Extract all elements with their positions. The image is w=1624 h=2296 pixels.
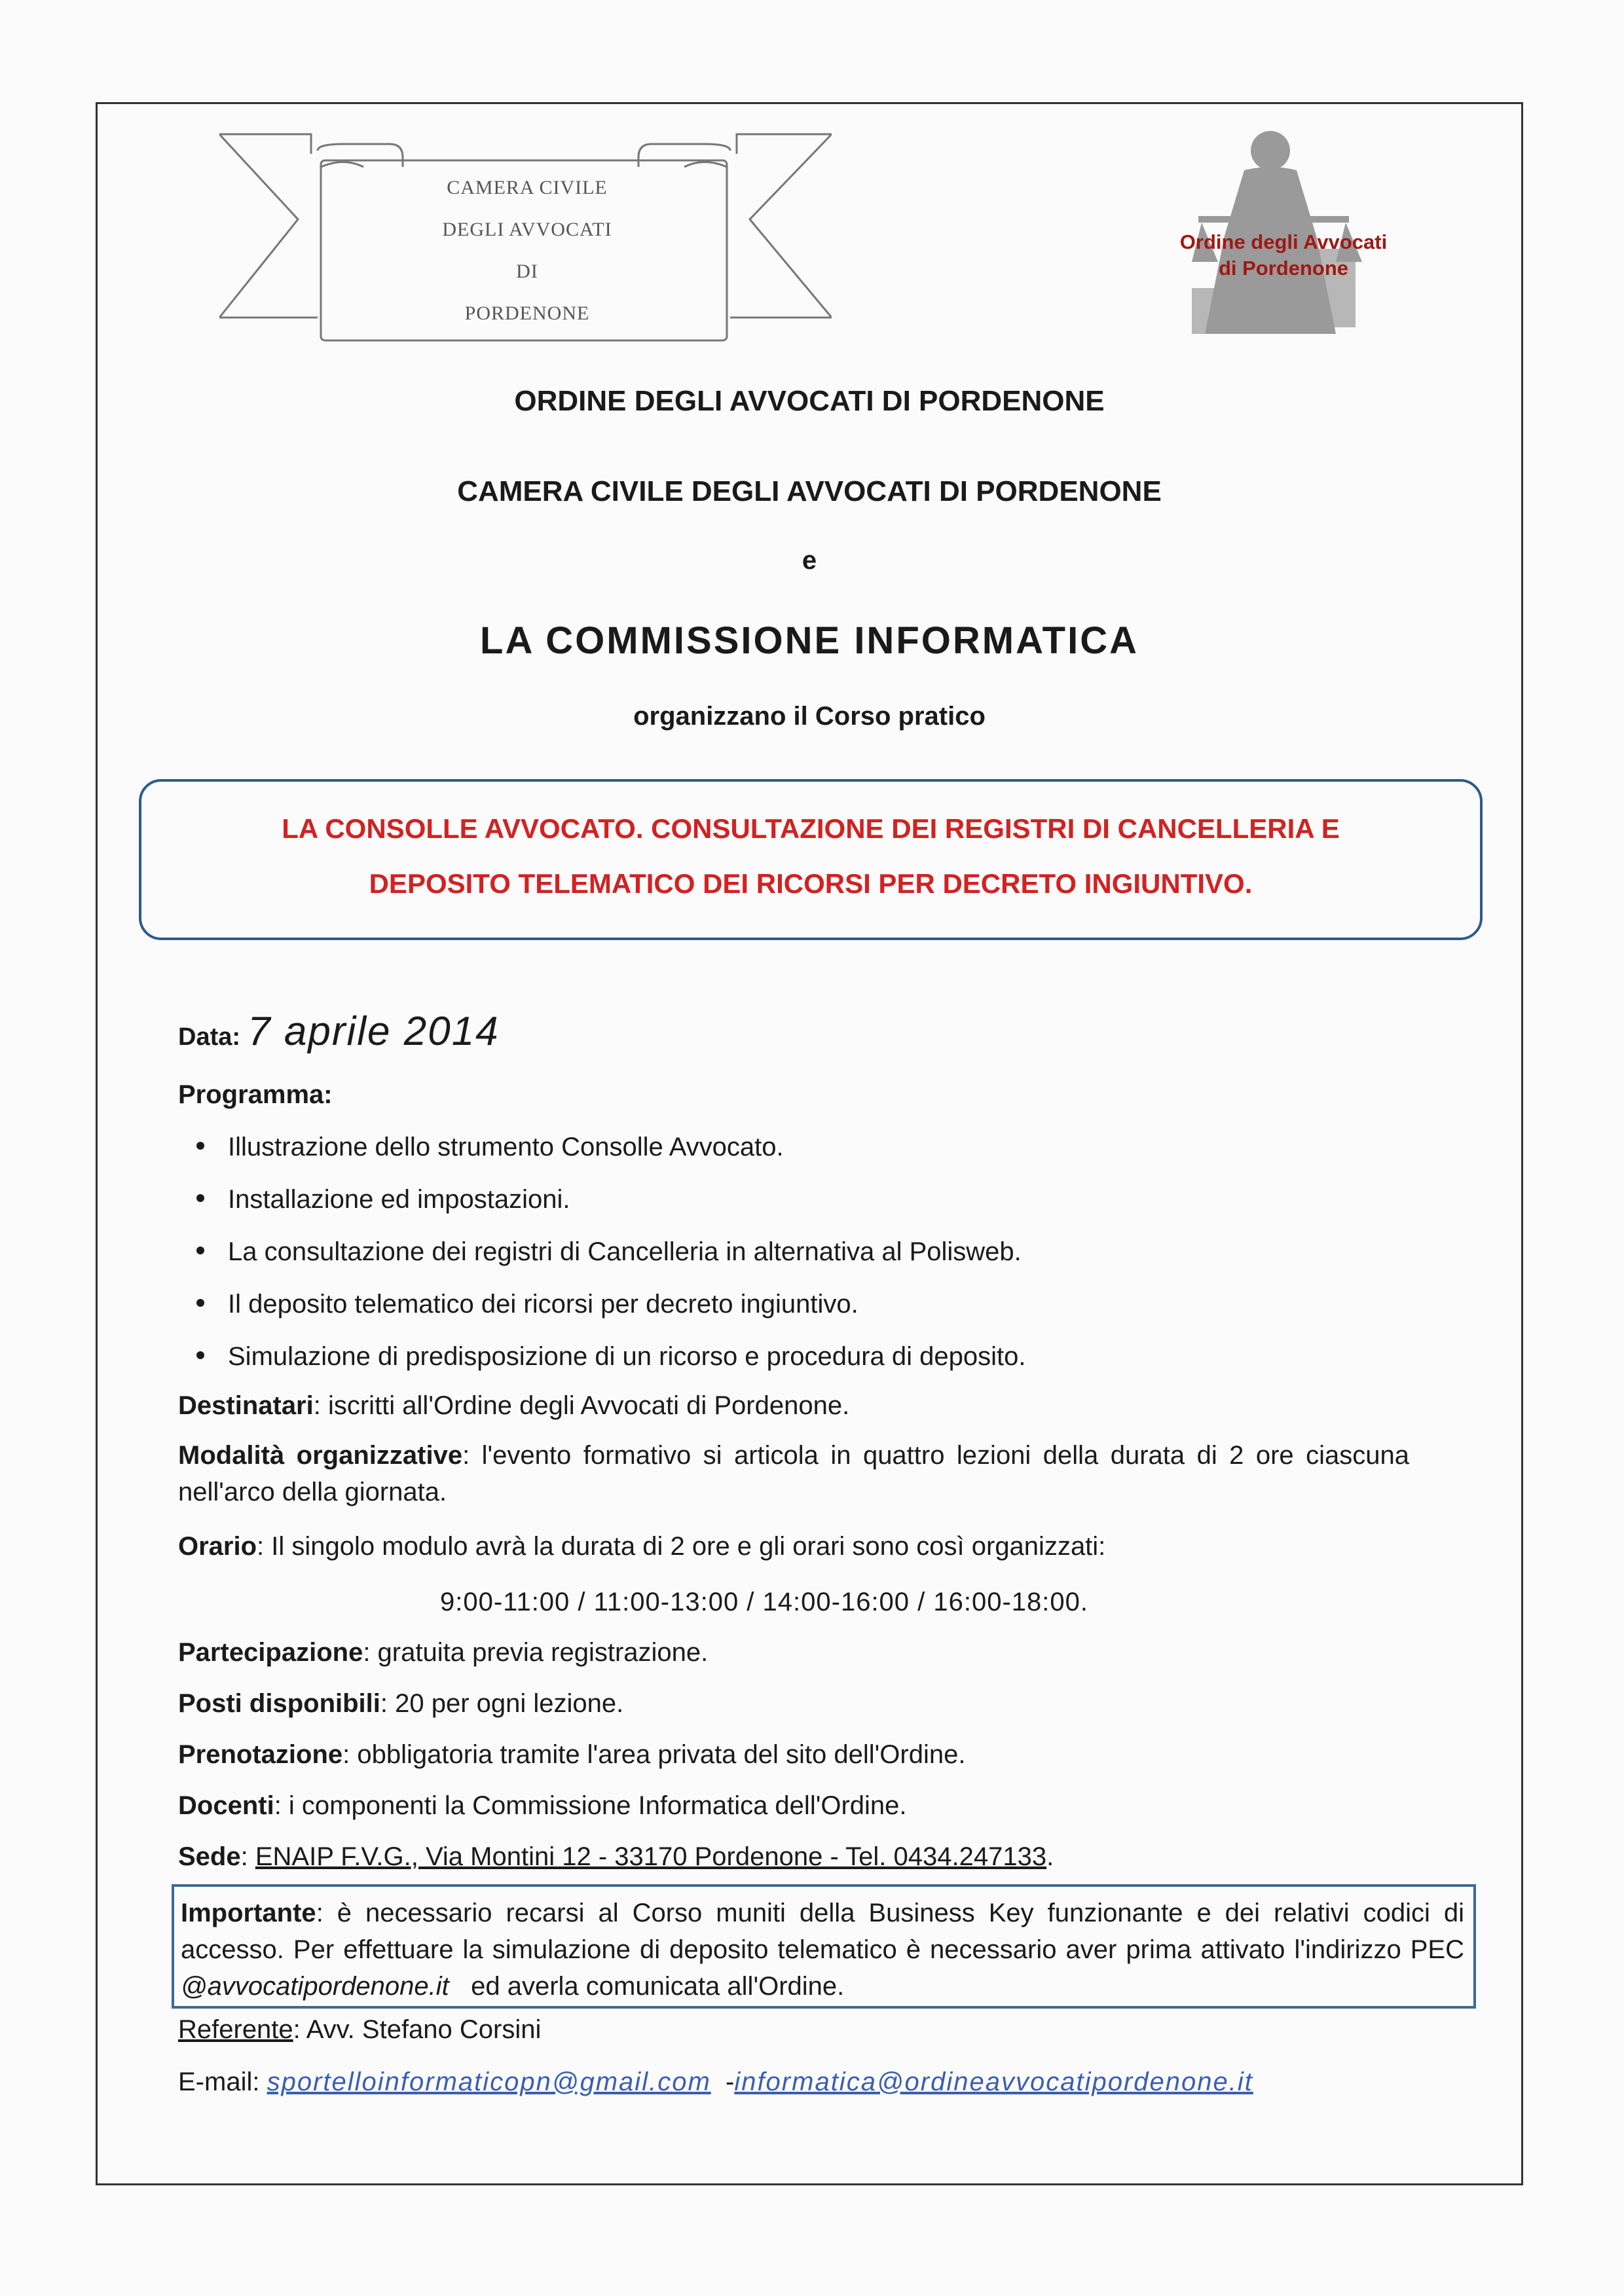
pec-domain: @avvocatipordenone.it — [181, 1972, 449, 2001]
list-item-text: La consultazione dei registri di Cancelleria in alternativa al Polisweb. — [228, 1237, 1022, 1266]
partecipazione-row — [178, 1638, 708, 1667]
prenotazione-text: : obbligatoria tramite l'area privata del sito dell'Ordine. — [342, 1740, 966, 1769]
importante-body-end: ed averla comunicata all'Ordine. — [449, 1972, 845, 2001]
email-label: E-mail: — [178, 2068, 267, 2096]
header-commissione: LA COMMISSIONE INFORMATICA — [480, 619, 1139, 662]
partecipazione-text: : gratuita previa registrazione. — [363, 1638, 709, 1667]
list-item-text: Il deposito telematico dei ricorsi per decreto ingiuntivo. — [228, 1290, 858, 1319]
course-title-line-1: LA CONSOLLE AVVOCATO. CONSULTAZIONE DEI REGISTRI DI CANCELLERIA E — [282, 813, 1340, 844]
header-ordine: ORDINE DEGLI AVVOCATI DI PORDENONE — [514, 385, 1105, 417]
referente-text: : Avv. Stefano Corsini — [293, 2015, 542, 2044]
modalita-label: Modalità organizzative — [178, 1441, 463, 1470]
date-value: 7 aprile 2014 — [248, 1009, 500, 1054]
docenti-row — [178, 1791, 907, 1821]
logo-line: DI — [516, 261, 538, 282]
list-item — [196, 1185, 570, 1214]
prenotazione-row — [178, 1740, 965, 1770]
header-conjunction: e — [802, 546, 817, 575]
destinatari-text: : iscritti all'Ordine degli Avvocati di Pordenone. — [313, 1391, 850, 1420]
logo-line: Ordine degli Avvocati — [1179, 230, 1388, 253]
importante-body: : è necessario recarsi al Corso muniti della Business Key funzionante e dei relativi codici di accesso. Per effettuare la simulazione di deposito telematico è necessario aver prima attivato l'indirizzo PEC — [181, 1899, 1464, 1964]
sede-label: Sede — [178, 1842, 241, 1871]
course-title-line-2: DEPOSITO TELEMATICO DEI RICORSI PER DECRETO INGIUNTIVO. — [369, 868, 1253, 899]
orario-text: : Il singolo modulo avrà la durata di 2 ore e gli orari sono così organizzati: — [257, 1532, 1106, 1561]
modalita-text: : l'evento formativo si articola in quattro lezioni della durata di 2 ore ciascuna nell'arco della giornata. — [178, 1441, 1409, 1506]
camera-civile-logo — [219, 128, 832, 354]
header-organizzano: organizzano il Corso pratico — [633, 702, 986, 731]
bullet-icon — [196, 1351, 204, 1359]
destinatari-label: Destinatari — [178, 1391, 314, 1420]
bullet-icon — [196, 1142, 204, 1150]
partecipazione-label: Partecipazione — [178, 1638, 363, 1667]
orario-times: 9:00-11:00 / 11:00-13:00 / 14:00-16:00 / 16:00-18:00. — [440, 1588, 1089, 1616]
date-label: Data: — [178, 1023, 241, 1051]
importante-box — [172, 1884, 1476, 2009]
posti-label: Posti disponibili — [178, 1689, 380, 1718]
ordine-avvocati-logo — [1139, 118, 1414, 347]
docenti-text: : i componenti la Commissione Informatica dell'Ordine. — [274, 1791, 907, 1820]
logo-line: DEGLI AVVOCATI — [442, 219, 612, 240]
referente-row — [178, 2015, 541, 2045]
sede-separator: : — [240, 1842, 255, 1871]
orario-label: Orario — [178, 1532, 257, 1561]
logo-line: di Pordenone — [1218, 257, 1349, 280]
sede-end: . — [1046, 1842, 1054, 1871]
orario-row — [178, 1532, 1105, 1561]
list-item — [196, 1290, 858, 1319]
posti-text: : 20 per ogni lezione. — [380, 1689, 624, 1718]
sede-row — [178, 1842, 1054, 1872]
referente-label: Referente — [178, 2015, 293, 2044]
sede-address: ENAIP F.V.G., Via Montini 12 - 33170 Pordenone - Tel. 0434.247133 — [255, 1842, 1047, 1871]
email-row — [178, 2068, 1253, 2097]
bullet-icon — [196, 1247, 204, 1254]
prenotazione-label: Prenotazione — [178, 1740, 343, 1769]
course-title-box — [139, 779, 1483, 940]
list-item — [196, 1133, 784, 1162]
programma-label: Programma: — [178, 1080, 333, 1109]
list-item-text: Illustrazione dello strumento Consolle Avvocato. — [228, 1133, 784, 1161]
list-item — [196, 1237, 1022, 1267]
header-camera-civile: CAMERA CIVILE DEGLI AVVOCATI DI PORDENONE — [457, 475, 1162, 507]
bullet-icon — [196, 1194, 204, 1202]
bullet-icon — [196, 1299, 204, 1307]
modalita-row — [178, 1437, 1409, 1510]
logo-line: CAMERA CIVILE — [447, 177, 608, 198]
list-item-text: Installazione ed impostazioni. — [228, 1185, 570, 1214]
importante-text — [181, 1895, 1464, 2005]
email-separator: - — [710, 2068, 735, 2096]
destinatari-row — [178, 1391, 849, 1421]
logo-line: PORDENONE — [464, 302, 590, 324]
email-link-informatica[interactable]: informatica@ordineavvocatipordenone.it — [734, 2068, 1253, 2096]
importante-label: Importante — [181, 1899, 316, 1927]
list-item — [196, 1342, 1025, 1372]
list-item-text: Simulazione di predisposizione di un ricorso e procedura di deposito. — [228, 1342, 1026, 1371]
docenti-label: Docenti — [178, 1791, 274, 1820]
date-row — [178, 1008, 500, 1055]
email-link-sportello[interactable]: sportelloinformaticopn@gmail.com — [267, 2068, 711, 2096]
posti-row — [178, 1689, 623, 1719]
